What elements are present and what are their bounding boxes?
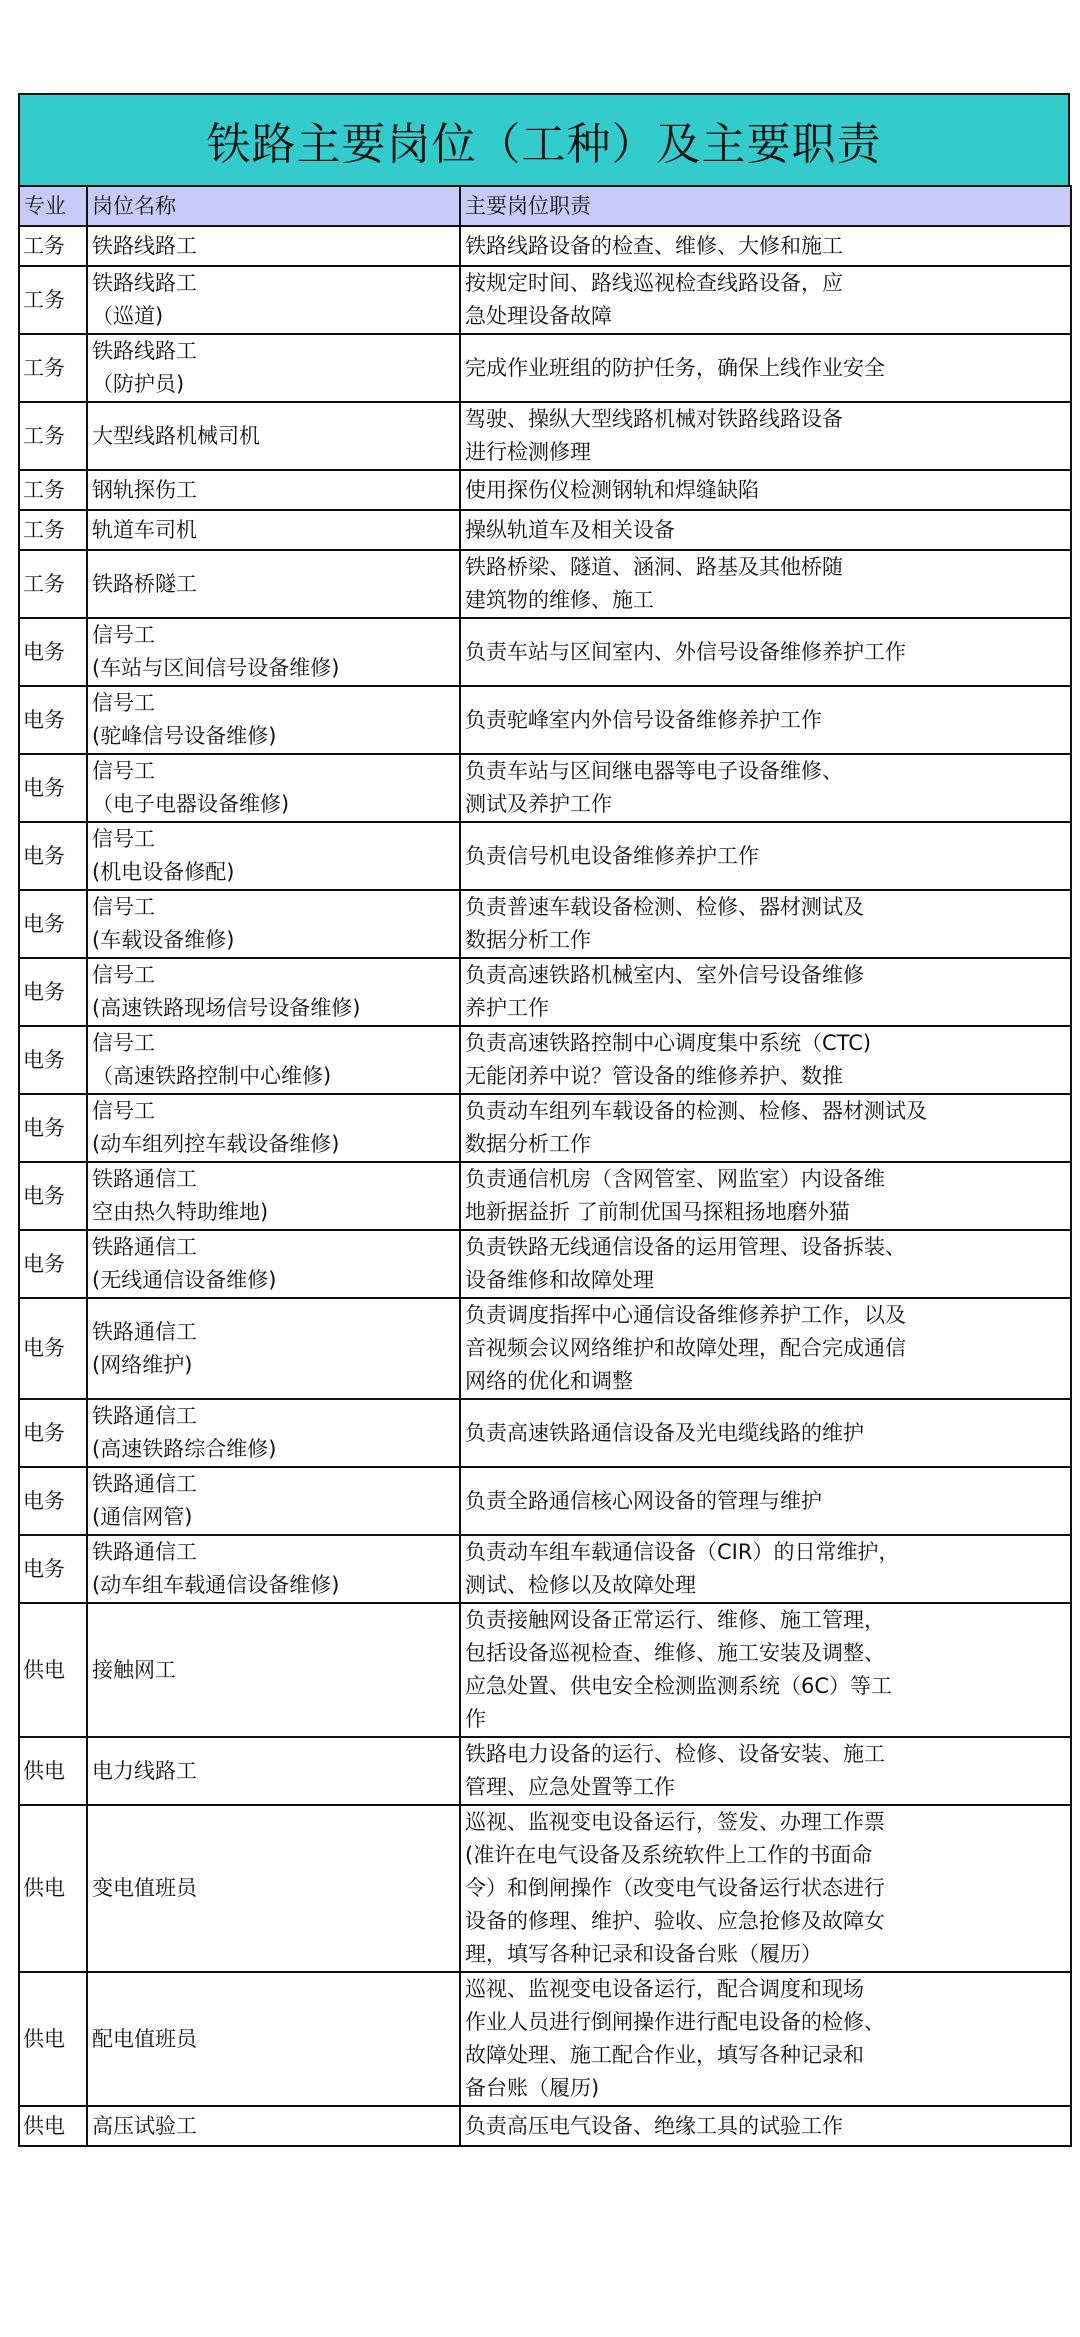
- cell-specialty: 供电: [19, 1737, 87, 1805]
- cell-position: 信号工 (车站与区间信号设备维修): [87, 618, 460, 686]
- cell-duties: 负责铁路无线通信设备的运用管理、设备拆装、 设备维修和故障处理: [460, 1230, 1071, 1298]
- cell-duties: 负责调度指挥中心通信设备维修养护工作，以及 音视频会议网络维护和故障处理，配合完成通信 网络的优化和调整: [460, 1298, 1071, 1399]
- cell-position: 信号工 (车载设备维修): [87, 890, 460, 958]
- cell-specialty: 工务: [19, 550, 87, 618]
- table-row: [19, 1737, 1071, 1805]
- table-row: [19, 1026, 1071, 1094]
- cell-specialty: 电务: [19, 1399, 87, 1467]
- cell-position: 接触网工: [87, 1603, 460, 1737]
- cell-duties: 负责动车组车载通信设备（CIR）的日常维护， 测试、检修以及故障处理: [460, 1535, 1071, 1603]
- cell-specialty: 工务: [19, 402, 87, 470]
- table-row: [19, 686, 1071, 754]
- cell-position: 信号工 （高速铁路控制中心维修): [87, 1026, 460, 1094]
- cell-specialty: 电务: [19, 686, 87, 754]
- cell-position: 铁路通信工 (无线通信设备维修): [87, 1230, 460, 1298]
- cell-position: 铁路桥隧工: [87, 550, 460, 618]
- cell-specialty: 电务: [19, 890, 87, 958]
- cell-position: 信号工 (机电设备修配): [87, 822, 460, 890]
- cell-specialty: 电务: [19, 1026, 87, 1094]
- table-row: [19, 510, 1071, 550]
- duties-table: [18, 185, 1072, 2147]
- cell-specialty: 供电: [19, 2106, 87, 2146]
- cell-specialty: 电务: [19, 754, 87, 822]
- table-row: [19, 1162, 1071, 1230]
- cell-specialty: 工务: [19, 470, 87, 510]
- cell-duties: 负责普速车载设备检测、检修、器材测试及 数据分析工作: [460, 890, 1071, 958]
- cell-duties: 负责信号机电设备维修养护工作: [460, 822, 1071, 890]
- table-row: [19, 266, 1071, 334]
- table-row: [19, 1603, 1071, 1737]
- cell-specialty: 电务: [19, 1535, 87, 1603]
- cell-position: 铁路线路工: [87, 226, 460, 266]
- cell-duties: 负责高速铁路控制中心调度集中系统（CTC) 无能闭养中说？管设备的维修养护、数推: [460, 1026, 1071, 1094]
- table-row: [19, 1399, 1071, 1467]
- table-row: [19, 550, 1071, 618]
- cell-duties: 负责动车组列车载设备的检测、检修、器材测试及 数据分析工作: [460, 1094, 1071, 1162]
- table-body: [19, 226, 1071, 2146]
- cell-specialty: 供电: [19, 1972, 87, 2106]
- cell-duties: 铁路电力设备的运行、检修、设备安装、施工 管理、应急处置等工作: [460, 1737, 1071, 1805]
- cell-duties: 铁路桥梁、隧道、涵洞、路基及其他桥随 建筑物的维修、施工: [460, 550, 1071, 618]
- table-row: [19, 1535, 1071, 1603]
- table-row: [19, 958, 1071, 1026]
- table-row: [19, 754, 1071, 822]
- cell-duties: 负责车站与区间继电器等电子设备维修、 测试及养护工作: [460, 754, 1071, 822]
- table-row: [19, 334, 1071, 402]
- cell-duties: 负责全路通信核心网设备的管理与维护: [460, 1467, 1071, 1535]
- cell-position: 铁路通信工 (网络维护): [87, 1298, 460, 1399]
- cell-duties: 操纵轨道车及相关设备: [460, 510, 1071, 550]
- cell-position: 配电值班员: [87, 1972, 460, 2106]
- cell-duties: 负责高速铁路机械室内、室外信号设备维修 养护工作: [460, 958, 1071, 1026]
- table-row: [19, 890, 1071, 958]
- cell-duties: 负责通信机房（含网管室、网监室）内设备维 地新据益折 了前制优国马探粗扬地磨外猫: [460, 1162, 1071, 1230]
- table-row: [19, 1230, 1071, 1298]
- cell-specialty: 电务: [19, 1162, 87, 1230]
- cell-specialty: 工务: [19, 226, 87, 266]
- cell-position: 铁路通信工 (动车组车载通信设备维修): [87, 1535, 460, 1603]
- cell-position: 信号工 (动车组列控车载设备维修): [87, 1094, 460, 1162]
- sheet-title: 铁路主要岗位（工种）及主要职责: [18, 93, 1070, 185]
- cell-duties: 巡视、监视变电设备运行，配合调度和现场 作业人员进行倒闸操作进行配电设备的检修、 故障处理、施工配合作业，填写各种记录和 备台账（履历): [460, 1972, 1071, 2106]
- cell-duties: 驾驶、操纵大型线路机械对铁路线路设备 进行检测修理: [460, 402, 1071, 470]
- table-row: [19, 470, 1071, 510]
- table-row: [19, 1467, 1071, 1535]
- cell-duties: 负责高压电气设备、绝缘工具的试验工作: [460, 2106, 1071, 2146]
- table-row: [19, 1298, 1071, 1399]
- table-row: [19, 226, 1071, 266]
- cell-duties: 完成作业班组的防护任务，确保上线作业安全: [460, 334, 1071, 402]
- cell-position: 高压试验工: [87, 2106, 460, 2146]
- table-row: [19, 402, 1071, 470]
- header-specialty: 专业: [19, 186, 87, 226]
- cell-specialty: 电务: [19, 1094, 87, 1162]
- cell-duties: 负责高速铁路通信设备及光电缆线路的维护: [460, 1399, 1071, 1467]
- table-row: [19, 2106, 1071, 2146]
- cell-specialty: 电务: [19, 822, 87, 890]
- cell-specialty: 工务: [19, 510, 87, 550]
- cell-duties: 铁路线路设备的检查、维修、大修和施工: [460, 226, 1071, 266]
- cell-position: 轨道车司机: [87, 510, 460, 550]
- cell-position: 铁路线路工 （巡道): [87, 266, 460, 334]
- cell-position: 信号工 （电子电器设备维修): [87, 754, 460, 822]
- cell-specialty: 电务: [19, 1230, 87, 1298]
- cell-specialty: 电务: [19, 958, 87, 1026]
- header-position: 岗位名称: [87, 186, 460, 226]
- cell-position: 电力线路工: [87, 1737, 460, 1805]
- cell-duties: 巡视、监视变电设备运行，签发、办理工作票 (准许在电气设备及系统软件上工作的书面命 令）和倒闸操作（改变电气设备运行状态进行 设备的修理、维护、验收、应急抢修及故障女 理，填写各种记录和设备台账（履历）: [460, 1805, 1071, 1972]
- table-row: [19, 1094, 1071, 1162]
- cell-specialty: 供电: [19, 1805, 87, 1972]
- header-row: [19, 186, 1071, 226]
- cell-position: 铁路通信工 (高速铁路综合维修): [87, 1399, 460, 1467]
- cell-specialty: 电务: [19, 1298, 87, 1399]
- cell-position: 钢轨探伤工: [87, 470, 460, 510]
- cell-duties: 负责接触网设备正常运行、维修、施工管理， 包括设备巡视检查、维修、施工安装及调整、 应急处置、供电安全检测监测系统（6C）等工 作: [460, 1603, 1071, 1737]
- cell-position: 铁路通信工 (通信网管): [87, 1467, 460, 1535]
- cell-position: 铁路通信工 空由热久特助维地): [87, 1162, 460, 1230]
- header-duties: 主要岗位职责: [460, 186, 1071, 226]
- job-duties-sheet: [18, 93, 1070, 2147]
- cell-specialty: 工务: [19, 266, 87, 334]
- table-row: [19, 1972, 1071, 2106]
- cell-duties: 负责驼峰室内外信号设备维修养护工作: [460, 686, 1071, 754]
- cell-duties: 使用探伤仪检测钢轨和焊缝缺陷: [460, 470, 1071, 510]
- cell-specialty: 电务: [19, 618, 87, 686]
- cell-duties: 负责车站与区间室内、外信号设备维修养护工作: [460, 618, 1071, 686]
- cell-specialty: 供电: [19, 1603, 87, 1737]
- cell-position: 信号工 (驼峰信号设备维修): [87, 686, 460, 754]
- cell-specialty: 电务: [19, 1467, 87, 1535]
- table-row: [19, 1805, 1071, 1972]
- cell-specialty: 工务: [19, 334, 87, 402]
- cell-position: 铁路线路工 （防护员): [87, 334, 460, 402]
- cell-duties: 按规定时间、路线巡视检查线路设备，应 急处理设备故障: [460, 266, 1071, 334]
- table-row: [19, 618, 1071, 686]
- cell-position: 大型线路机械司机: [87, 402, 460, 470]
- cell-position: 变电值班员: [87, 1805, 460, 1972]
- cell-position: 信号工 (高速铁路现场信号设备维修): [87, 958, 460, 1026]
- table-row: [19, 822, 1071, 890]
